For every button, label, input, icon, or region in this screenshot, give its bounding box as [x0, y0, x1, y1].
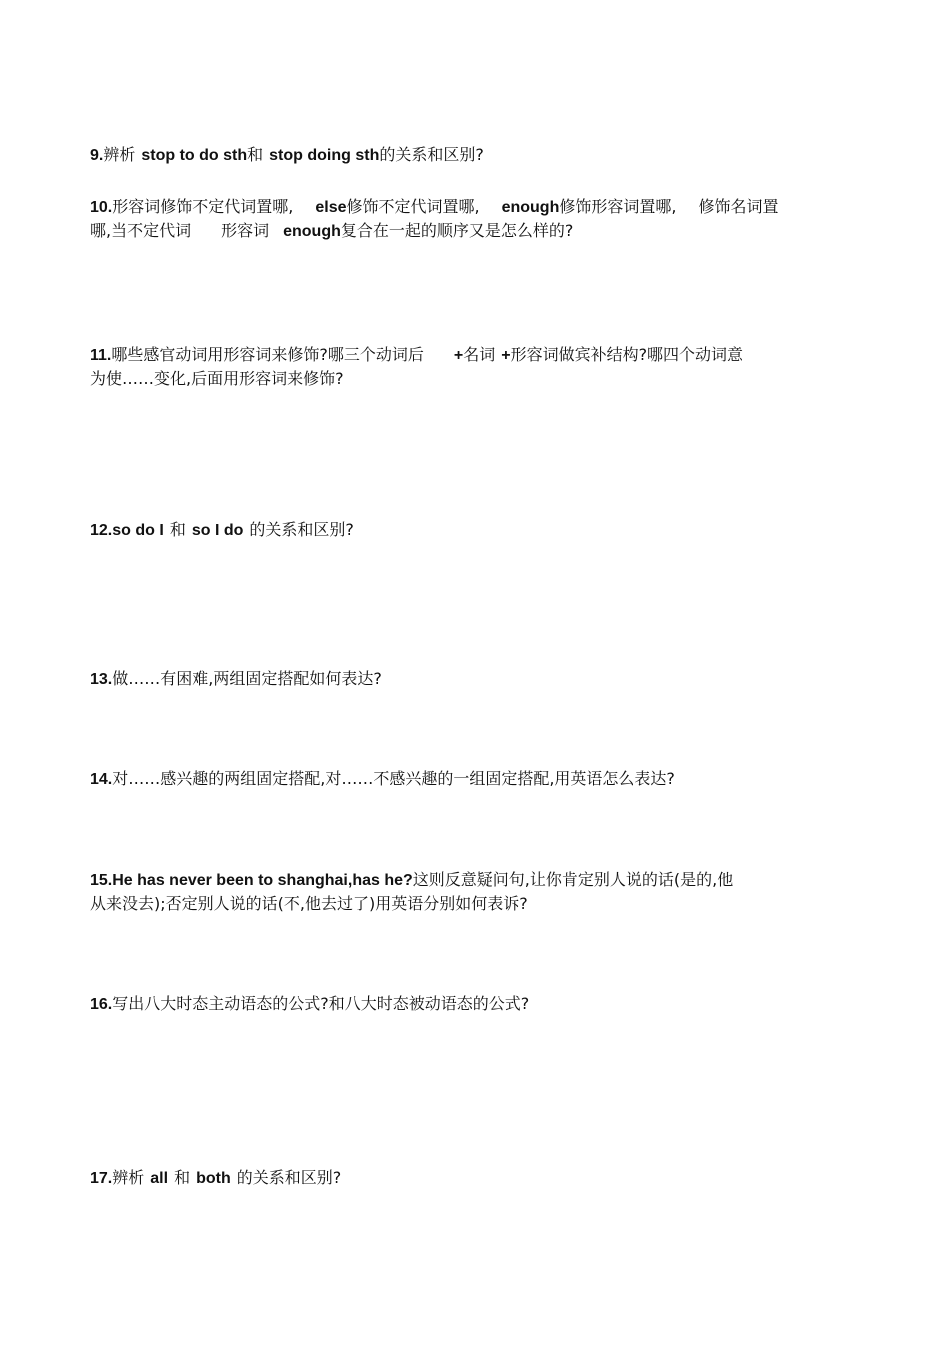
english-term: enough — [501, 199, 560, 216]
question-15 — [90, 868, 860, 915]
question-text: 哪,当不定代词 — [90, 221, 192, 240]
english-term: both — [196, 1170, 231, 1187]
question-17 — [90, 1166, 860, 1190]
question-text: 和 — [169, 520, 186, 539]
question-text: 形容词修饰不定代词置哪, — [112, 197, 294, 216]
plus-sign: + — [501, 347, 511, 364]
question-text: 哪些感官动词用形容词来修饰?哪三个动词后 — [111, 345, 424, 364]
question-text: 做……有困难,两组固定搭配如何表达? — [112, 669, 382, 688]
question-text: 这则反意疑问句,让你肯定别人说的话(是的,他 — [412, 870, 734, 889]
question-10 — [90, 195, 860, 243]
question-text: 的关系和区别? — [249, 520, 354, 539]
question-text: 名词 — [463, 345, 496, 364]
question-number: 9. — [90, 147, 104, 164]
english-term: all — [150, 1170, 169, 1187]
plus-sign: + — [453, 347, 464, 364]
question-number: 12. — [90, 522, 113, 539]
question-number: 17. — [90, 1170, 113, 1187]
english-term: so I do — [191, 522, 244, 539]
question-text: 写出八大时态主动语态的公式?和八大时态被动语态的公式? — [112, 994, 530, 1013]
english-term: else — [315, 199, 347, 216]
question-13 — [90, 667, 860, 691]
english-term: so do I — [112, 522, 164, 539]
question-text: 对……感兴趣的两组固定搭配,对……不感兴趣的一组固定搭配,用英语怎么表达? — [112, 769, 675, 788]
question-text: 复合在一起的顺序又是怎么样的? — [340, 221, 574, 240]
question-text: 修饰名词置 — [698, 197, 779, 216]
question-number: 13. — [90, 671, 113, 688]
question-number: 11. — [90, 347, 112, 364]
question-text: 为使……变化,后面用形容词来修饰? — [90, 369, 344, 388]
question-number: 15. — [90, 872, 113, 889]
question-text: 的关系和区别? — [236, 1168, 342, 1187]
question-16 — [90, 992, 860, 1016]
question-text: 辨析 — [103, 145, 136, 164]
question-text: 形容词做宾补结构?哪四个动词意 — [510, 345, 744, 364]
english-term: stop doing sth — [269, 147, 380, 164]
question-text: 从来没去);否定别人说的话(不,他去过了)用英语分别如何表诉? — [90, 894, 528, 913]
english-sentence: He has never been to shanghai,has he? — [112, 872, 413, 889]
question-number: 16. — [90, 996, 113, 1013]
question-number: 14. — [90, 771, 113, 788]
question-12 — [90, 518, 860, 542]
question-11 — [90, 343, 860, 390]
question-number: 10. — [90, 199, 113, 216]
question-text: 修饰形容词置哪, — [559, 197, 677, 216]
question-text: 和 — [247, 145, 264, 164]
question-text: 和 — [174, 1168, 191, 1187]
english-term: stop to do sth — [141, 147, 248, 164]
english-term: enough — [283, 223, 341, 240]
question-text: 辨析 — [112, 1168, 145, 1187]
question-text: 修饰不定代词置哪, — [346, 197, 480, 216]
question-text: 的关系和区别? — [379, 145, 484, 164]
question-9 — [90, 143, 860, 167]
question-14 — [90, 767, 860, 791]
question-text: 形容词 — [221, 221, 270, 240]
